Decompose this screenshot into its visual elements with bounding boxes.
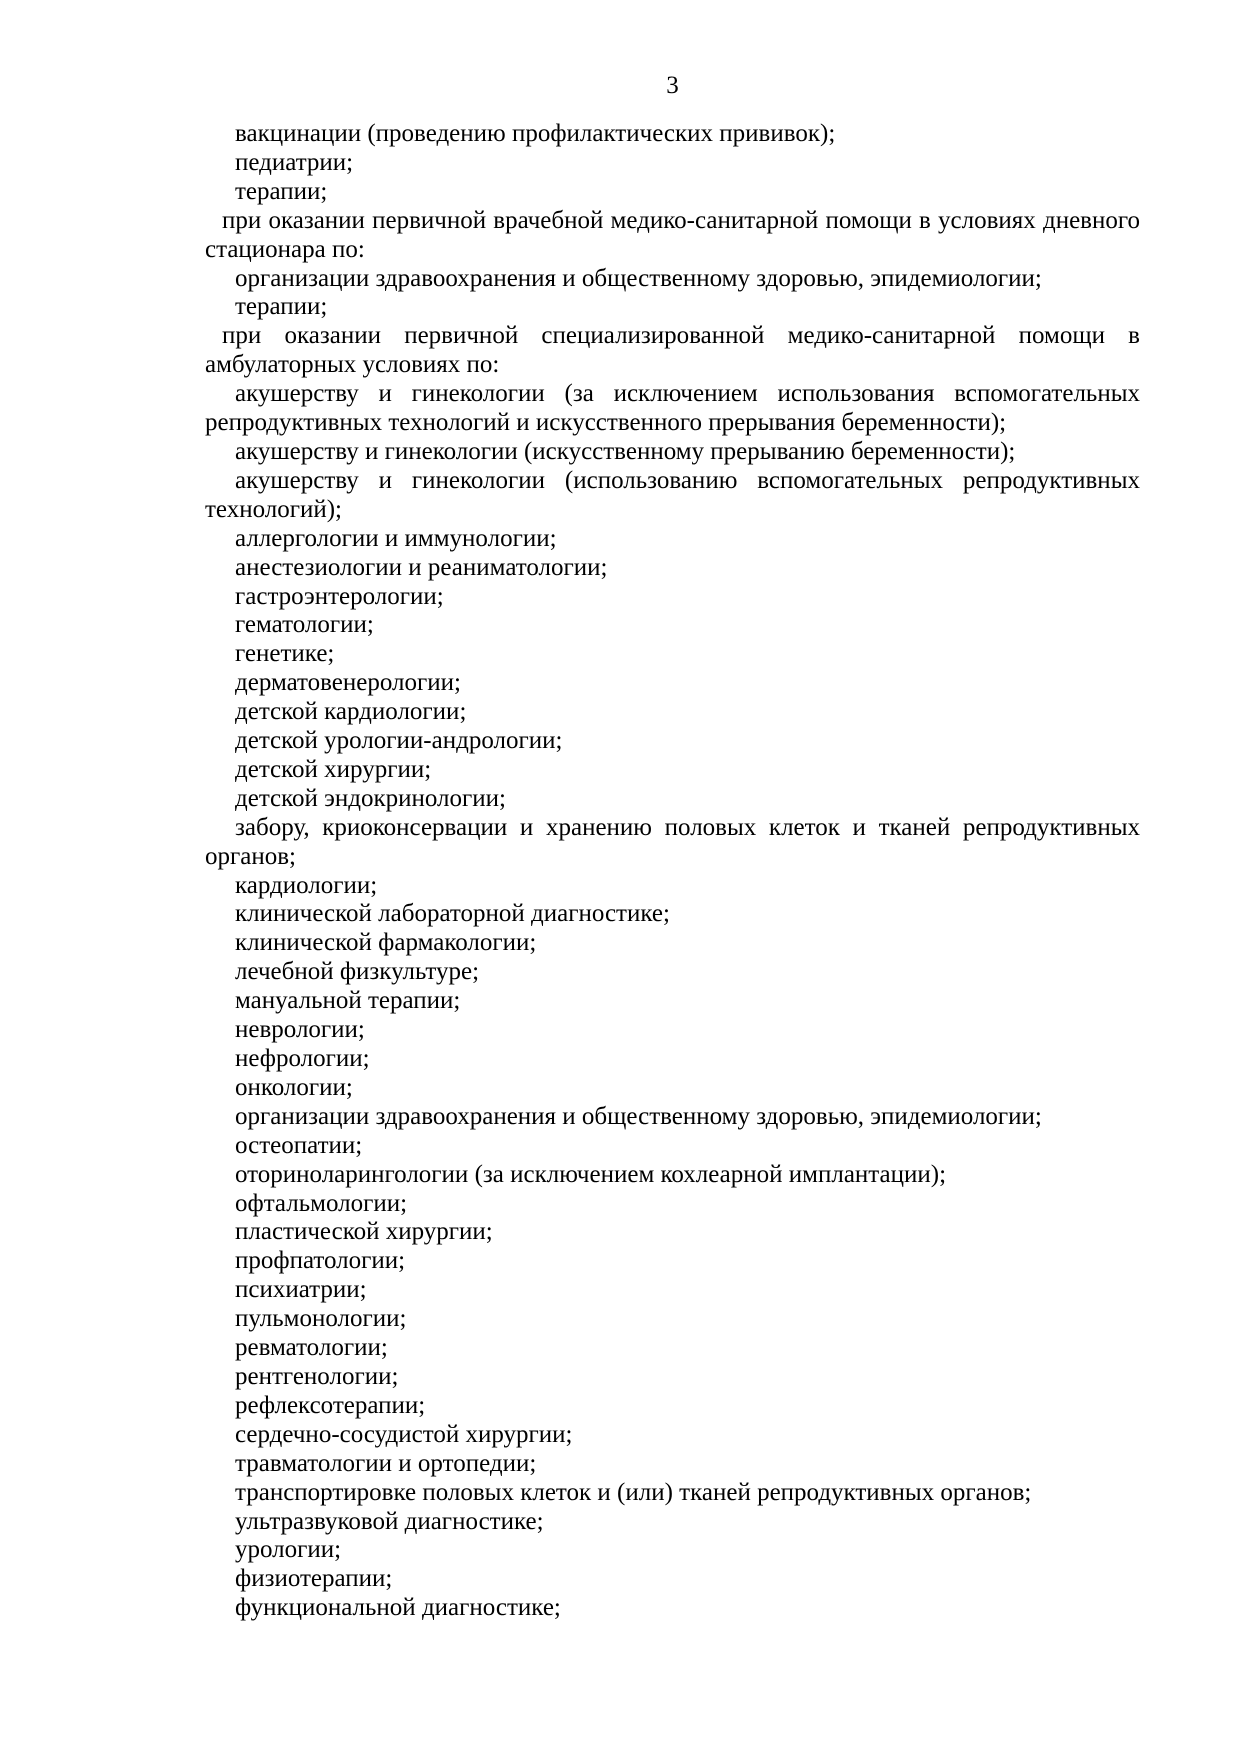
document-paragraph: нефрологии; bbox=[235, 1045, 370, 1072]
document-paragraph: педиатрии; bbox=[235, 148, 354, 176]
document-paragraph: аллергологии и иммунологии; bbox=[235, 524, 557, 552]
document-paragraph: остеопатии; bbox=[235, 1131, 363, 1159]
document-paragraph: гематологии; bbox=[235, 611, 374, 639]
document-paragraph: детской хирургии; bbox=[235, 755, 432, 783]
document-paragraph: кардиологии; bbox=[235, 871, 378, 899]
document-paragraph: транспортировке половых клеток и (или) тканей репродуктивных органов; bbox=[235, 1478, 1032, 1506]
document-paragraph: при оказании первичной специализированной медико-санитарной помощи в амбулаторных условиях по: bbox=[205, 322, 1140, 379]
document-paragraph: рефлексотерапии; bbox=[235, 1391, 426, 1419]
document-paragraph: гастроэнтерологии; bbox=[235, 582, 444, 610]
document-paragraph: физиотерапии; bbox=[235, 1565, 393, 1593]
document-paragraph: функциональной диагностике; bbox=[235, 1594, 561, 1622]
document-paragraph: акушерству и гинекологии (за исключением использования вспомогательных репродуктивных технологий и искусственного прерывания беременности); bbox=[205, 380, 1140, 437]
document-paragraph: ультразвуковой диагностике; bbox=[235, 1507, 544, 1535]
document-paragraph: детской урологии-андрологии; bbox=[235, 727, 563, 755]
document-paragraph: урологии; bbox=[235, 1536, 342, 1564]
document-paragraph: офтальмологии; bbox=[235, 1189, 408, 1217]
document-paragraph: акушерству и гинекологии (использованию вспомогательных репродуктивных технологий); bbox=[205, 466, 1140, 523]
document-paragraph: ревматологии; bbox=[235, 1334, 388, 1362]
document-paragraph: пульмонологии; bbox=[235, 1305, 407, 1333]
document-paragraph: травматологии и ортопедии; bbox=[235, 1449, 537, 1477]
document-paragraph: клинической фармакологии; bbox=[235, 929, 537, 957]
document-paragraph: при оказании первичной врачебной медико-санитарной помощи в условиях дневного стационара по: bbox=[205, 206, 1140, 263]
document-paragraph: пластической хирургии; bbox=[235, 1218, 493, 1246]
document-body bbox=[205, 120, 1140, 1623]
document-paragraph: детской эндокринологии; bbox=[235, 784, 506, 812]
document-paragraph: забору, криоконсервации и хранению половых клеток и тканей репродуктивных органов; bbox=[205, 813, 1140, 870]
document-paragraph: оториноларингологии (за исключением кохлеарной имплантации); bbox=[235, 1160, 947, 1188]
document-paragraph: терапии; bbox=[235, 177, 328, 205]
document-paragraph: акушерству и гинекологии (искусственному прерыванию беременности); bbox=[235, 437, 1016, 465]
document-paragraph: дерматовенерологии; bbox=[235, 669, 461, 697]
document-paragraph: детской кардиологии; bbox=[235, 698, 467, 726]
document-paragraph: организации здравоохранения и общественному здоровью, эпидемиологии; bbox=[235, 264, 1042, 292]
document-paragraph: неврологии; bbox=[235, 1016, 365, 1044]
document-paragraph: клинической лабораторной диагностике; bbox=[235, 900, 670, 928]
document-paragraph: психиатрии; bbox=[235, 1276, 367, 1304]
document-paragraph: терапии; bbox=[235, 293, 328, 321]
document-paragraph: генетике; bbox=[235, 640, 335, 668]
page-number: 3 bbox=[666, 72, 679, 99]
document-paragraph: профпатологии; bbox=[235, 1247, 406, 1275]
document-paragraph: мануальной терапии; bbox=[235, 987, 461, 1015]
document-paragraph: вакцинации (проведению профилактических прививок); bbox=[235, 120, 836, 147]
document-paragraph: рентгенологии; bbox=[235, 1362, 399, 1390]
document-paragraph: анестезиологии и реаниматологии; bbox=[235, 553, 608, 581]
document-paragraph: онкологии; bbox=[235, 1073, 353, 1101]
document-paragraph: организации здравоохранения и общественному здоровью, эпидемиологии; bbox=[235, 1102, 1042, 1130]
document-paragraph: лечебной физкультуре; bbox=[235, 958, 480, 986]
document-paragraph: сердечно-сосудистой хирургии; bbox=[235, 1420, 573, 1448]
